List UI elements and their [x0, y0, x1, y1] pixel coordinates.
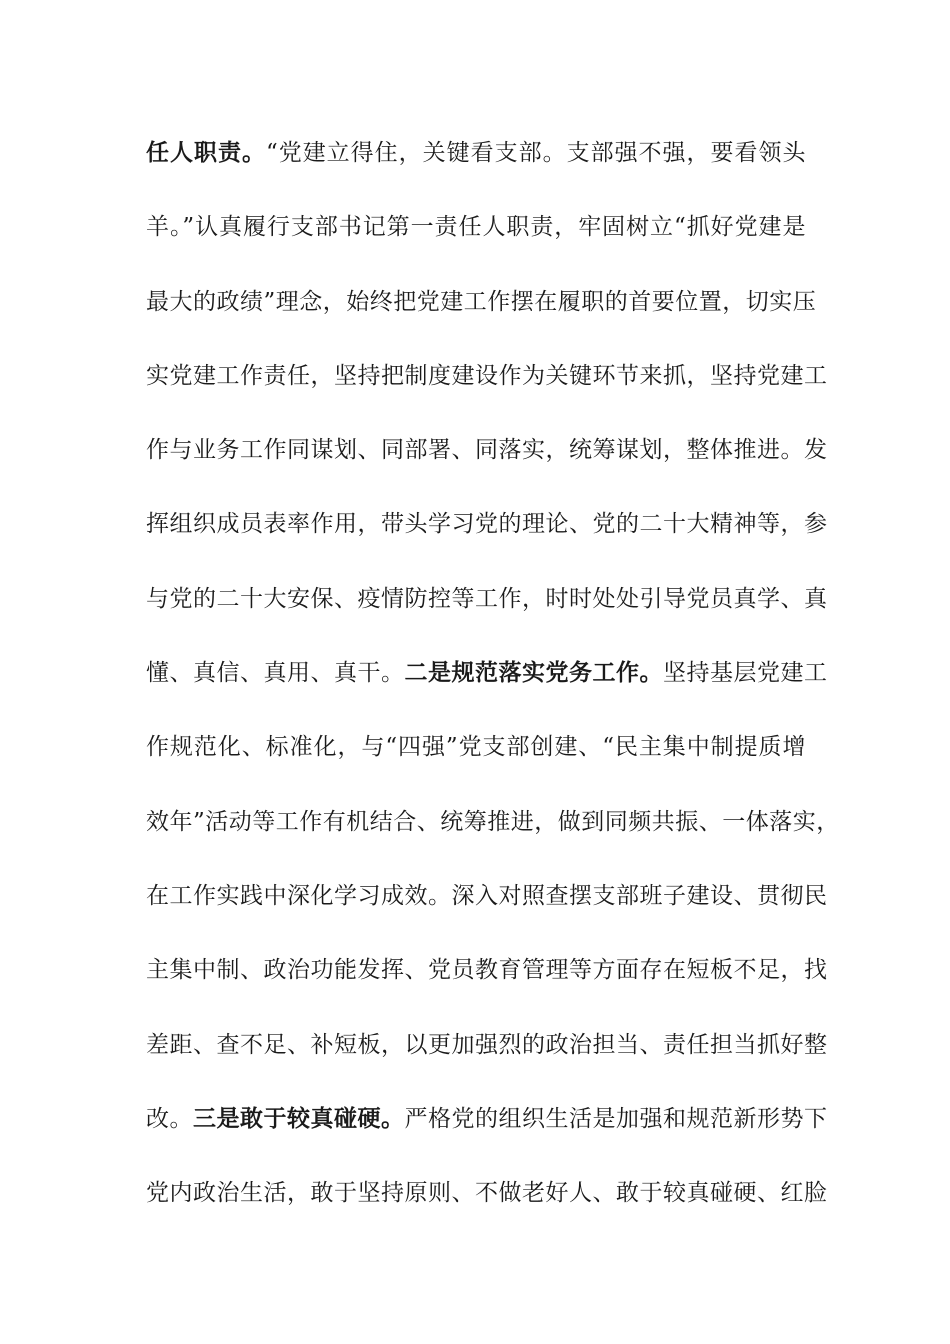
text-segment: 党内政治生活，敢于坚持原则、不做老好人、敢于较真碰硬、红脸	[146, 1180, 828, 1207]
text-segment: 最大的政绩”理念，始终把党建工作摆在履职的首要位置，切实压	[146, 288, 817, 315]
text-line	[146, 204, 806, 278]
text-line	[146, 650, 828, 724]
text-line	[146, 427, 828, 501]
text-segment: 实党建工作责任，坚持把制度建设作为关键环节来抓，坚持党建工	[146, 362, 828, 389]
bold-text-segment: 二是规范落实党务工作。	[404, 659, 663, 687]
body-text	[146, 130, 840, 1244]
text-segment: 作规范化、标准化，与“四强”党支部创建、“民主集中制提质增	[146, 734, 806, 761]
text-line	[146, 799, 840, 873]
text-line	[146, 1022, 828, 1096]
bold-text-segment: 三是敢于较真碰硬。	[193, 1104, 405, 1132]
text-segment: 效年”活动等工作有机结合、统筹推进，做到同频共振、一体落实，	[146, 808, 840, 835]
text-segment: 羊。”认真履行支部书记第一责任人职责，牢固树立“抓好党建是	[146, 214, 806, 241]
text-line	[146, 1096, 828, 1170]
text-line	[146, 353, 828, 427]
text-line	[146, 873, 828, 947]
text-segment: 与党的二十大安保、疫情防控等工作，时时处处引导党员真学、真	[146, 585, 828, 612]
text-segment: 作与业务工作同谋划、同部署、同落实，统筹谋划，整体推进。发	[146, 437, 828, 464]
bold-text-segment: 任人职责。	[146, 139, 266, 166]
text-line	[146, 724, 806, 798]
text-line	[146, 279, 817, 353]
text-segment: 坚持基层党建工	[663, 660, 828, 687]
text-line	[146, 576, 828, 650]
text-segment: 主集中制、政治功能发挥、党员教育管理等方面存在短板不足，找	[146, 957, 828, 984]
text-segment: 挥组织成员表率作用，带头学习党的理论、党的二十大精神等，参	[146, 511, 828, 538]
text-segment: 差距、查不足、补短板，以更加强烈的政治担当、责任担当抓好整	[146, 1031, 828, 1058]
text-segment: 严格党的组织生活是加强和规范新形势下	[404, 1105, 828, 1132]
text-segment: 改。	[146, 1105, 193, 1132]
text-line	[146, 130, 806, 204]
text-line	[146, 501, 828, 575]
text-segment: “党建立得住，关键看支部。支部强不强，要看领头	[265, 140, 806, 166]
text-line	[146, 1170, 828, 1244]
text-segment: 懂、真信、真用、真干。	[146, 660, 405, 687]
text-segment: 在工作实践中深化学习成效。深入对照查摆支部班子建设、贯彻民	[146, 882, 828, 909]
text-line	[146, 947, 828, 1021]
